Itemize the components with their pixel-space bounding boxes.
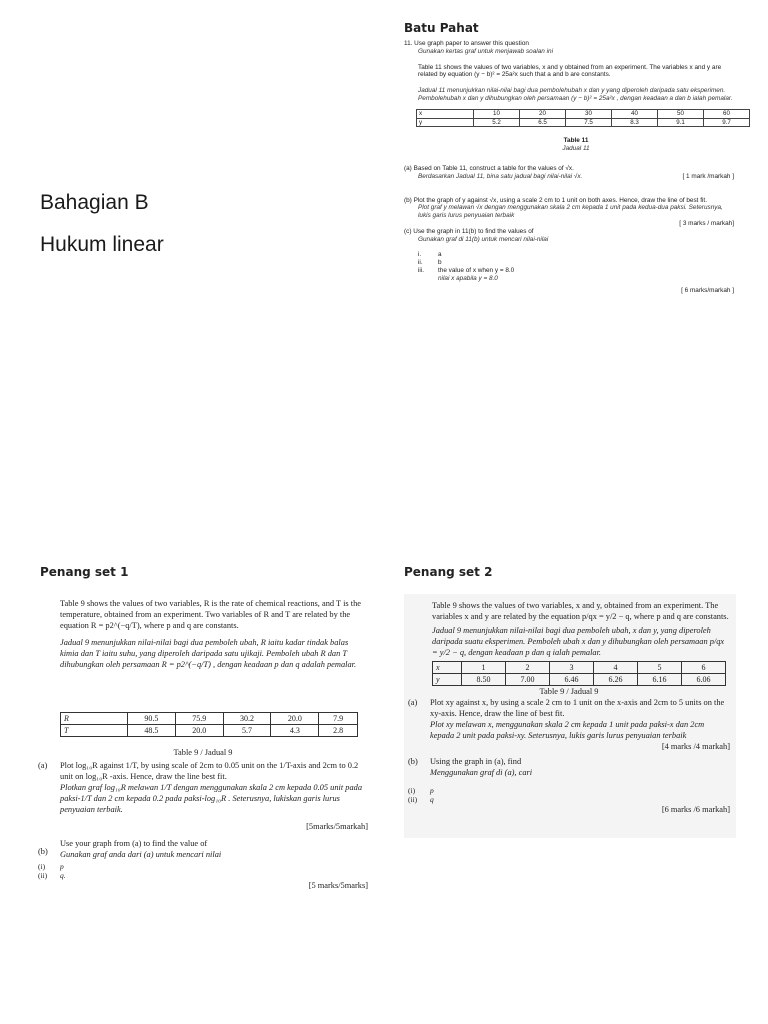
table-cell: 6.26 bbox=[594, 674, 638, 686]
part-b-list bbox=[38, 862, 368, 880]
section-title: Bahagian B bbox=[40, 191, 149, 214]
part-a-label: (a) bbox=[408, 698, 418, 707]
table-cell: 60 bbox=[704, 109, 750, 118]
batu-pahat-question bbox=[404, 40, 734, 294]
list-text: q. bbox=[60, 871, 66, 880]
table-cell: 30 bbox=[566, 109, 612, 118]
part-b-label: (b) bbox=[38, 847, 48, 856]
table-cell: 1 bbox=[462, 662, 506, 674]
table-cell: 4.3 bbox=[271, 725, 319, 737]
part-a-question-my: Berdasarkan Jadual 11, bina satu jadual bagi nilai-nilai √x. bbox=[418, 172, 583, 180]
topic-title: Hukum linear bbox=[40, 233, 164, 256]
table-cell: 40 bbox=[612, 109, 658, 118]
table-cell: 6.46 bbox=[550, 674, 594, 686]
penang-set2-question bbox=[408, 600, 730, 815]
penang-set2-heading: Penang set 2 bbox=[404, 565, 493, 579]
table-cell: 7.5 bbox=[566, 118, 612, 127]
table-header-r: R bbox=[61, 713, 128, 725]
list-number: iii. bbox=[418, 266, 425, 274]
table-cell: 8.50 bbox=[462, 674, 506, 686]
table-cell: 7.9 bbox=[319, 713, 358, 725]
list-item bbox=[38, 862, 368, 871]
list-item-my: nilai x apabila y = 8.0 bbox=[438, 274, 498, 282]
table-cell: 6.5 bbox=[520, 118, 566, 127]
batu-pahat-heading: Batu Pahat bbox=[404, 21, 479, 35]
list-number: (ii) bbox=[408, 795, 418, 804]
table-header-y: y bbox=[417, 118, 474, 127]
part-b-question: Use your graph from (a) to find the value of bbox=[60, 839, 208, 848]
table-cell: 9.7 bbox=[704, 118, 750, 127]
table-row-r bbox=[61, 713, 358, 725]
list-item bbox=[418, 267, 734, 275]
part-a-question: Plot log₁₀R against 1/T, by using scale of 2cm to 0.05 unit on the 1/T-axis and 2cm to 0.2 unit on log₁₀R -axis. Hence, draw the line best fit. bbox=[60, 761, 359, 781]
table-row-x bbox=[433, 662, 726, 674]
question-stem: Table 9 shows the values of two variables, R is the rate of chemical reactions, and T is the temperature, obtained from an experiment. Two variables of R and T are related by the equation R = p2^(−q/T), where p and q are constants. bbox=[60, 599, 361, 630]
list-number: i. bbox=[418, 251, 422, 259]
list-text: the value of x when y = 8.0 bbox=[438, 266, 515, 274]
list-text: p bbox=[430, 786, 434, 795]
table-cell: 8.3 bbox=[612, 118, 658, 127]
list-number: ii. bbox=[418, 259, 423, 267]
table-cell: 6.06 bbox=[682, 674, 726, 686]
list-number: (i) bbox=[38, 862, 46, 871]
list-text: q bbox=[430, 795, 434, 804]
table-caption-my: Jadual 11 bbox=[562, 145, 590, 153]
table-cell: 7.00 bbox=[506, 674, 550, 686]
part-b-label: (b) bbox=[408, 757, 418, 766]
part-a-marks: [4 marks /4 markah] bbox=[661, 742, 730, 751]
list-item bbox=[38, 871, 368, 880]
table-cell: 6 bbox=[682, 662, 726, 674]
table-cell: 5 bbox=[638, 662, 682, 674]
part-b-question: (b) Plot the graph of y against √x, using a scale 2 cm to 1 unit on both axes. Hence, draw the line of best fit. bbox=[404, 196, 707, 204]
table-cell: 75.9 bbox=[175, 713, 223, 725]
table-row-x bbox=[417, 109, 750, 118]
part-a-marks: [ 1 mark /markah ] bbox=[682, 172, 734, 180]
part-c-marks: [ 6 marks/markah ] bbox=[681, 286, 734, 294]
part-c-list bbox=[404, 251, 734, 282]
table-cell: 5.2 bbox=[474, 118, 520, 127]
table-cell: 9.1 bbox=[658, 118, 704, 127]
list-item bbox=[418, 259, 734, 267]
part-b-list bbox=[408, 786, 730, 804]
data-table-9b bbox=[432, 661, 726, 686]
list-item bbox=[408, 795, 730, 804]
part-b-marks: [ 3 marks / markah] bbox=[679, 219, 734, 227]
part-b-question-my: Menggunakan graf di (a), cari bbox=[430, 768, 533, 777]
table-cell: 4 bbox=[594, 662, 638, 674]
table-cell: 50 bbox=[658, 109, 704, 118]
question-stem: Table 11 shows the values of two variables, x and y obtained from an experiment. The variables x and y are related by equation (y − b)² = 25a²x such that a and b are constants. bbox=[418, 63, 722, 79]
question-stem-my: Jadual 11 menunjukkan nilai-nilai bagi dua pembolehubah x dan y yang diperoleh daripada satu eksperimen. Pembolehubah x dan y dihubungkan oleh persamaan (y − b)² = 25a²x , dengan keadaan a dan b ialah pemalar. bbox=[418, 87, 733, 102]
table-header-t: T bbox=[61, 725, 128, 737]
table-cell: 48.5 bbox=[128, 725, 176, 737]
table-row-y bbox=[417, 118, 750, 127]
question-stem-my: Jadual 9 menunjukkan nilai-nilai bagi dua pemboleh ubah, x dan y, yang diperoleh daripada suatu eksperimen. Pemboleh ubah x dan y dihubungkan oleh persamaan p/qx = y/2 − q, dengan keadaan p dan q ialah pemalar. bbox=[432, 626, 725, 657]
question-stem: Table 9 shows the values of two variables, x and y, obtained from an experiment. The variables x and y are related by the equation p/qx = y/2 − q, where p and q are constants. bbox=[432, 601, 729, 621]
part-a-marks: [5marks/5markah] bbox=[306, 822, 368, 831]
list-text: a bbox=[438, 251, 442, 259]
table-cell: 2 bbox=[506, 662, 550, 674]
table-caption: Table 11 bbox=[563, 137, 589, 145]
table-cell: 90.5 bbox=[128, 713, 176, 725]
table-cell: 2.8 bbox=[319, 725, 358, 737]
penang-set1-heading: Penang set 1 bbox=[40, 565, 129, 579]
table-row-y bbox=[433, 674, 726, 686]
part-b-marks: [6 marks /6 markah] bbox=[661, 805, 730, 814]
list-number: (i) bbox=[408, 786, 416, 795]
part-b-marks: [5 marks/5marks] bbox=[308, 881, 368, 890]
table-row-t bbox=[61, 725, 358, 737]
table-cell: 20 bbox=[520, 109, 566, 118]
list-item bbox=[418, 251, 734, 259]
part-b-question: Using the graph in (a), find bbox=[430, 757, 522, 766]
table-caption: Table 9 / Jadual 9 bbox=[539, 687, 599, 696]
data-table-11 bbox=[416, 109, 750, 128]
table-cell: 20.0 bbox=[175, 725, 223, 737]
part-a-label: (a) bbox=[38, 761, 48, 770]
table-cell: 20.0 bbox=[271, 713, 319, 725]
list-text: b bbox=[438, 259, 442, 267]
part-a-question: (a) Based on Table 11, construct a table for the values of √x. bbox=[404, 164, 574, 172]
table-cell: 6.16 bbox=[638, 674, 682, 686]
part-c-question: (c) Use the graph in 11(b) to find the values of bbox=[404, 227, 534, 235]
table-cell: 10 bbox=[474, 109, 520, 118]
table-caption: Table 9 / Jadual 9 bbox=[173, 748, 233, 757]
list-text: p bbox=[60, 862, 64, 871]
table-header-x: x bbox=[417, 109, 474, 118]
table-cell: 30.2 bbox=[223, 713, 271, 725]
question-stem-my: Jadual 9 menunjukkan nilai-nilai bagi dua pemboleh ubah, R iaitu kadar tindak balas kimia dan T iaitu suhu, yang diperoleh daripada satu ujikaji. Pemboleh ubah R dan T dihubungkan oleh persamaan R = p2^(−q/T) , dengan keadaan p dan q adalah pemalar. bbox=[60, 638, 357, 669]
penang-set1-question bbox=[38, 598, 368, 891]
part-c-question-my: Gunakan graf di 11(b) untuk mencari nilai-nilai bbox=[418, 235, 549, 243]
table-cell: 5.7 bbox=[223, 725, 271, 737]
question-instruction-my: Gunakan kertas graf untuk menjawab soalan ini bbox=[418, 47, 553, 55]
data-table-9 bbox=[60, 712, 358, 737]
part-b-question-my: Gunakan graf anda dari (a) untuk mencari nilai bbox=[60, 850, 222, 859]
part-a-question-my: Plotkan graf log₁₀R melawan 1/T dengan menggunakan skala 2 cm kepada 0.05 unit pada paksi-1/T dan 2 cm kepada 0.2 pada paksi-log₁₀R . Seterusnya, lukiskan garis lurus penyuaian terbaik. bbox=[60, 783, 363, 814]
table-cell: 3 bbox=[550, 662, 594, 674]
table-header-y: y bbox=[433, 674, 462, 686]
question-instruction: 11. Use graph paper to answer this question bbox=[404, 40, 529, 47]
list-item bbox=[408, 786, 730, 795]
list-number: (ii) bbox=[38, 871, 48, 880]
part-a-question-my: Plot xy melawan x, menggunakan skala 2 cm kepada 1 unit pada paksi-x dan 2cm kepada 2 unit pada paksi-xy. Seterusnya, lukis garis lurus penyuaian terbaik bbox=[430, 720, 705, 740]
part-a-question: Plot xy against x, by using a scale 2 cm to 1 unit on the x-axis and 2cm to 5 units on the xy-axis. Hence, draw the line of best fit. bbox=[430, 698, 725, 718]
table-header-x: x bbox=[433, 662, 462, 674]
part-b-question-my: Plot graf y melawan √x dengan menggunakan skala 2 cm kepada 1 unit pada kedua-dua paksi. Seterusnya, lukis garis lurus penyuaian terbaik bbox=[418, 204, 723, 220]
